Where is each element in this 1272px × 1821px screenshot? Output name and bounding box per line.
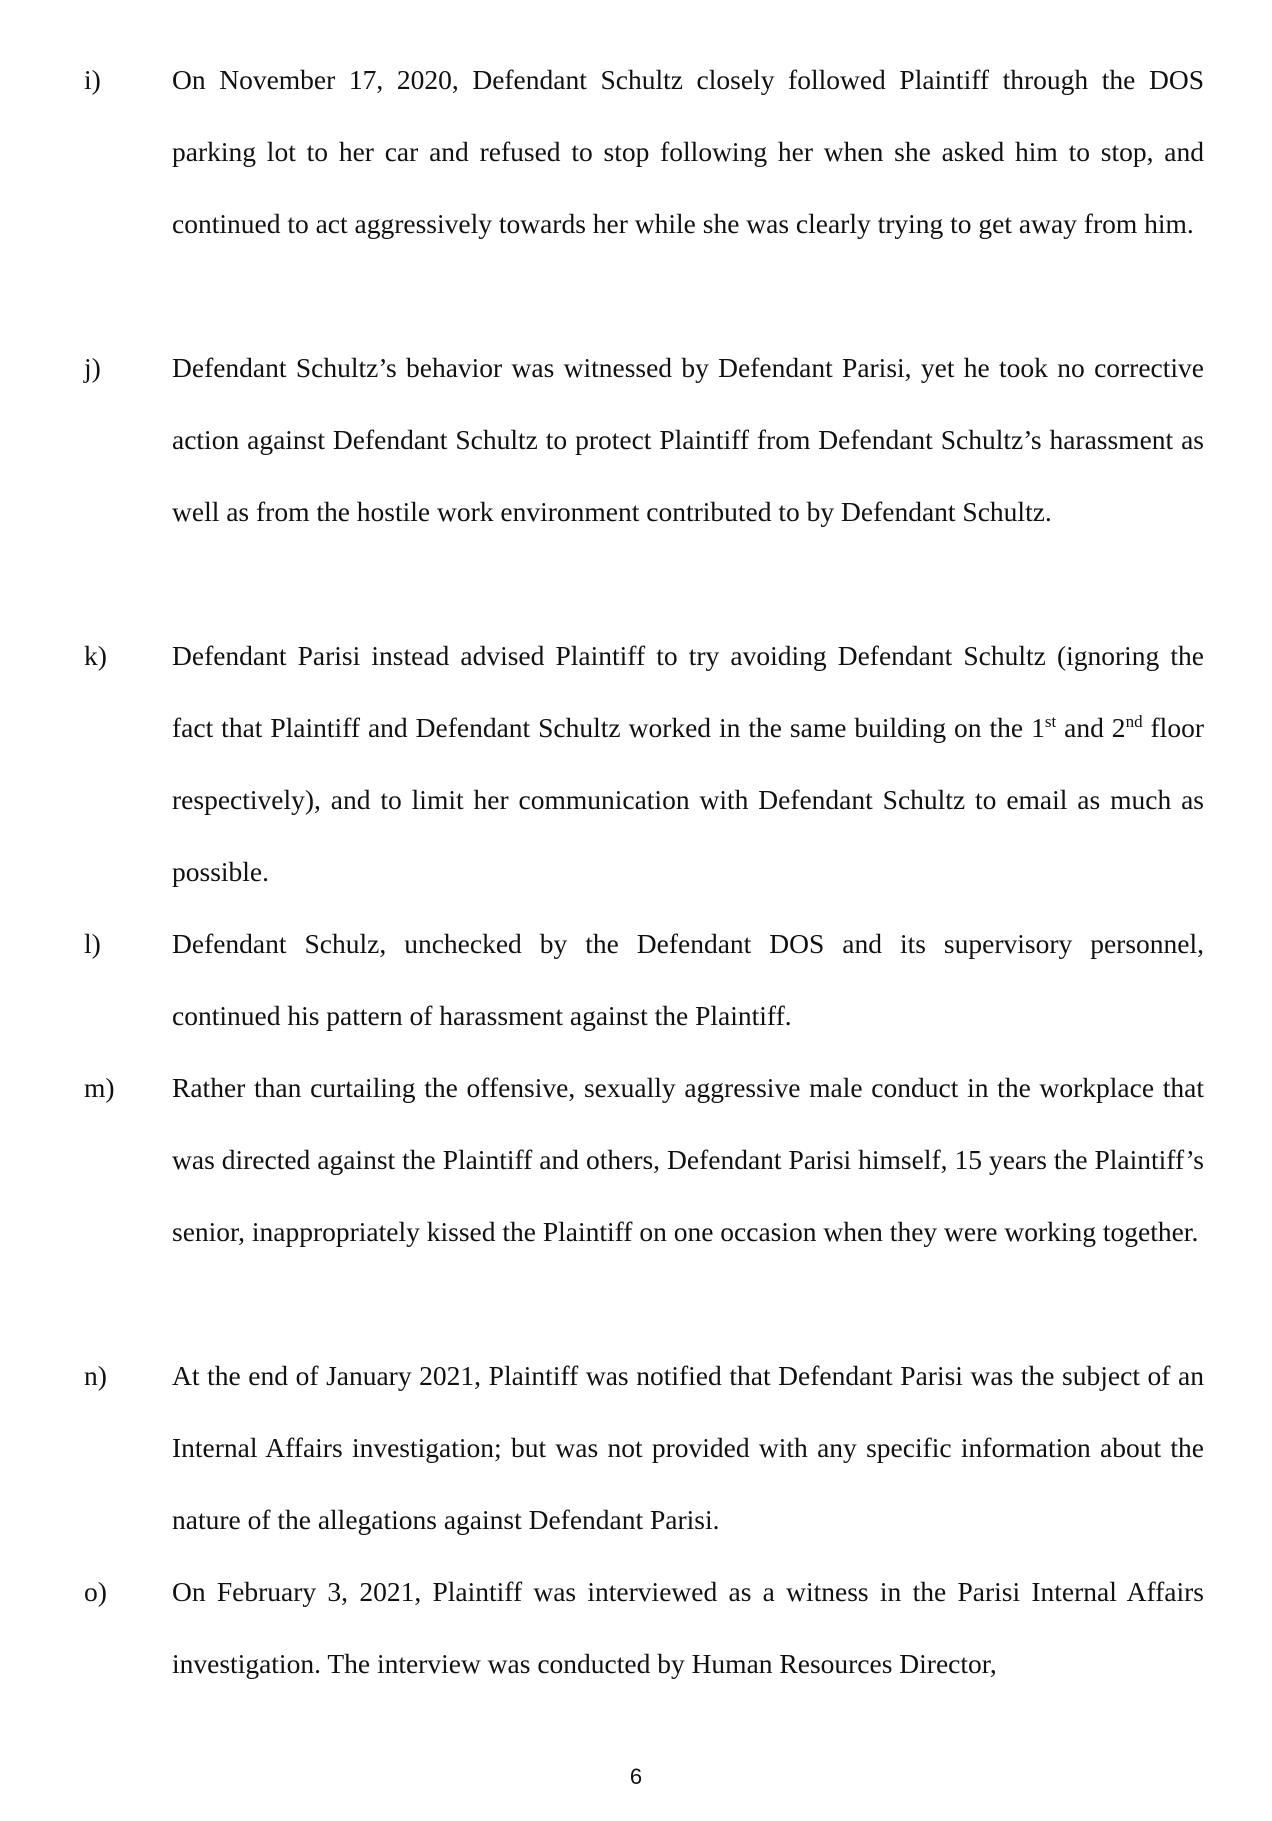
paragraph-text: On February 3, 2021, Plaintiff was interviewed as a witness in the Parisi Internal Affairs investigation. The interview was conducted by Human Resources Director, [172, 1576, 1204, 1679]
paragraph-text: Defendant Schultz’s behavior was witnessed by Defendant Parisi, yet he took no corrective action against Defendant Schultz to protect Plaintiff from Defendant Schultz’s harassment as well as from the hostile work environment contributed to by Defendant Schultz. [172, 352, 1204, 527]
paragraph-label: n) [84, 1360, 107, 1391]
paragraph-label: l) [84, 928, 101, 959]
paragraph-label: o) [84, 1576, 107, 1607]
page-number: 6 [629, 1764, 643, 1789]
paragraph-text: At the end of January 2021, Plaintiff was notified that Defendant Parisi was the subject of an Internal Affairs investigation; but was not provided with any specific information about the nature of the allegations against Defendant Parisi. [172, 1360, 1204, 1535]
text-segment: and 2 [1056, 712, 1126, 743]
superscript-ordinal: st [1044, 711, 1057, 731]
text-segment: Defendant Parisi instead advised Plaintiff to try avoiding Defendant Schultz (ignoring the fact that Plaintiff and Defendant Schultz worked in the same building on the 1 [172, 640, 1204, 743]
paragraph-label: m) [84, 1072, 115, 1103]
superscript-ordinal: nd [1125, 711, 1143, 731]
paragraph-label: k) [84, 640, 107, 671]
text-segment: floor respectively), and to limit her communication with Defendant Schultz to email as much as possible. [172, 712, 1204, 887]
paragraph-label: j) [84, 352, 101, 383]
paragraph-text: Rather than curtailing the offensive, sexually aggressive male conduct in the workplace that was directed against the Plaintiff and others, Defendant Parisi himself, 15 years the Plaintiff’s senior, inappropriately kissed the Plaintiff on one occasion when they were working together. [172, 1072, 1204, 1247]
paragraph-text: On November 17, 2020, Defendant Schultz closely followed Plaintiff through the DOS parking lot to her car and refused to stop following her when she asked him to stop, and continued to act aggressively towards her while she was clearly trying to get away from him. [172, 64, 1204, 239]
paragraph-text [172, 620, 1204, 908]
paragraph-label: i) [84, 64, 101, 95]
paragraph-text: Defendant Schulz, unchecked by the Defendant DOS and its supervisory personnel, continued his pattern of harassment against the Plaintiff. [172, 928, 1204, 1031]
